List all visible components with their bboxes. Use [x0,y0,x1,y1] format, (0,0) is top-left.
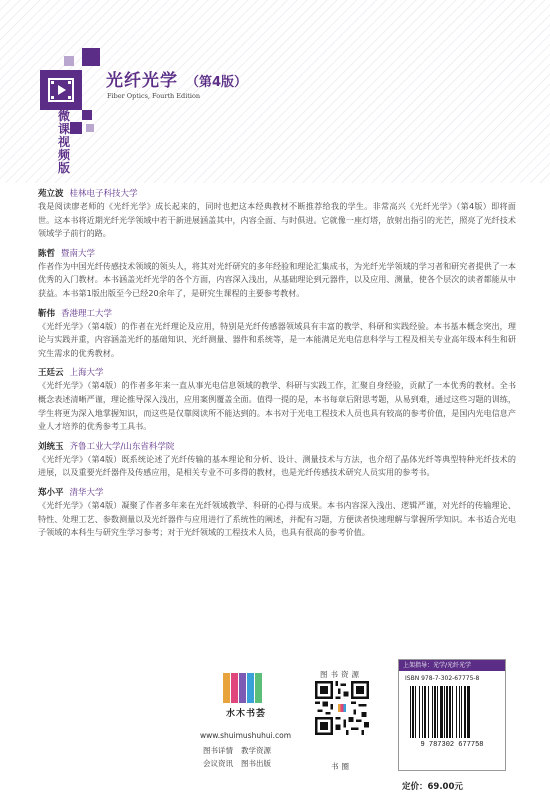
isbn-text: ISBN 978-7-302-67775-8 [405,675,480,682]
shelf-category: 上架指导：光学/光纤光学 [399,660,505,671]
price: 定价：69.00元 [402,782,463,792]
reviews-section [38,188,516,547]
publisher-url[interactable]: www.shuimushuhui.com [200,731,292,740]
vertical-label: 微课视频版 [57,109,70,175]
review-block [38,188,516,241]
review-text: 《光纤光学》（第4版）既系统论述了光纤传输的基本理论和分析、设计、测量技术与方法，也介绍了晶体光纤等典型特种光纤技术的进展，以及重要光纤器件及传感应用，是相关专业不可多得的教材，也是光纤传感技术研究人员实用的参考书。 [38,453,516,478]
reviewer-name: 苑立波 [38,189,64,199]
qr-label: 图书资源 [320,670,362,679]
cover-header [0,0,550,183]
review-block [38,248,516,301]
qr-code-icon[interactable] [315,681,369,735]
publisher-logo [223,673,265,703]
publisher-name: 水木书荟 [226,709,267,719]
review-text: 《光纤光学》（第4版）的作者多年来一直从事光电信息领域的教学、科研与实践工作，汇聚自身经验，贡献了一本优秀的教材。全书概念表述清晰严谨，理论推导深入浅出，应用案例覆盖全面。值得一提的是，本书每章后附思考题，从易到难，通过这些习题的训练，学生将更为深入地掌握知识，而这些是仅靠阅读所不能达到的。本书对于光电工程技术人员也具有较高的参考价值，是国内光电信息产业人才培养的优秀参考工具书。 [38,380,516,432]
reviewer-name: 王廷云 [38,368,64,379]
reviewer-org: 桂林电子科技大学 [69,189,138,199]
reviewer-org: 上海大学 [69,368,104,379]
barcode-icon [407,686,497,748]
review-block [38,441,516,480]
review-block [38,367,516,433]
decor-square [64,56,74,66]
book-title [106,66,247,91]
publisher-links [203,744,283,770]
reviewer-org: 齐鲁工业大学/山东省科学院 [69,441,175,452]
link-teaching-resources[interactable]: 教学资源 [241,746,271,755]
review-text: 我是阅读廖老师的《光纤光学》成长起来的，同时也把这本经典教材不断推荐给我的学生。非常高兴《光纤光学》（第4版）即将面世。这本书将近期光纤光学领域中若干新进展涵盖其中，内容全面、与时俱进。它就像一座灯塔，放射出指引的光芒，照亮了光纤技术领域学子前行的路。 [38,201,516,239]
reviewer-org: 清华大学 [69,487,104,498]
reviewer-name: 刘统玉 [38,441,64,452]
decor-square [82,48,100,66]
qr-caption: 书圈 [331,762,352,771]
barcode-panel [398,659,506,771]
review-text: 作者作为中国光纤传感技术领域的领头人，将其对光纤研究的多年经验和理论汇集成书，为光纤光学领域的学习者和研究者提供了一本优秀的入门教材。本书涵盖光纤光学的各个方面，内容深入浅出，从基础理论到元器件，以及应用、测量，使各个层次的读者都能从中获益。本书第1版出版至今已经20余年了，是研究生课程的主要参考教材。 [38,260,516,298]
link-book-publishing[interactable]: 图书出版 [241,759,271,768]
barcode-number: 9 787302 677758 [420,741,484,748]
review-text: 《光纤光学》（第4版）的作者在光纤理论及应用，特别是光纤传感器领域具有丰富的教学、科研和实践经验。本书基本概念突出，理论与实践并重，内容涵盖光纤的基础知识、光纤测量、器件和系统等，是一本能满足光电信息科学与工程及相关专业高年级本科生和研究生需求的优秀教材。 [38,320,516,358]
link-book-details[interactable]: 图书详情 [203,746,233,755]
english-subtitle: Fiber Optics, Fourth Edition [107,92,201,100]
review-block [38,487,516,540]
reviewer-name: 靳伟 [38,308,56,319]
hatch-background [0,0,550,183]
video-icon [40,70,82,110]
review-text: 《光纤光学》（第4版）凝聚了作者多年来在光纤领域教学、科研的心得与成果。本书内容深入浅出、逻辑严谨，对光纤的传输理论、特性、处理工艺、参数测量以及光纤器件与应用进行了系统性的阐述，并配有习题，方便读者快速理解与掌握所学知识。本书适合光电子领域的本科生与研究生学习参考；对于光纤领域的工程技术人员，也具有很高的参考价值。 [38,499,516,538]
title-text: 光纤光学 [106,71,178,91]
reviewer-name: 陈哲 [38,248,56,259]
reviewer-org: 香港理工大学 [61,308,113,319]
reviewer-name: 郑小平 [38,487,64,498]
reviewer-org: 暨南大学 [61,248,96,259]
review-block [38,308,516,361]
decor-square [82,110,92,120]
decor-square [86,124,94,132]
link-conference-info[interactable]: 会议资讯 [203,759,233,768]
edition-text: （第4版） [186,75,248,90]
